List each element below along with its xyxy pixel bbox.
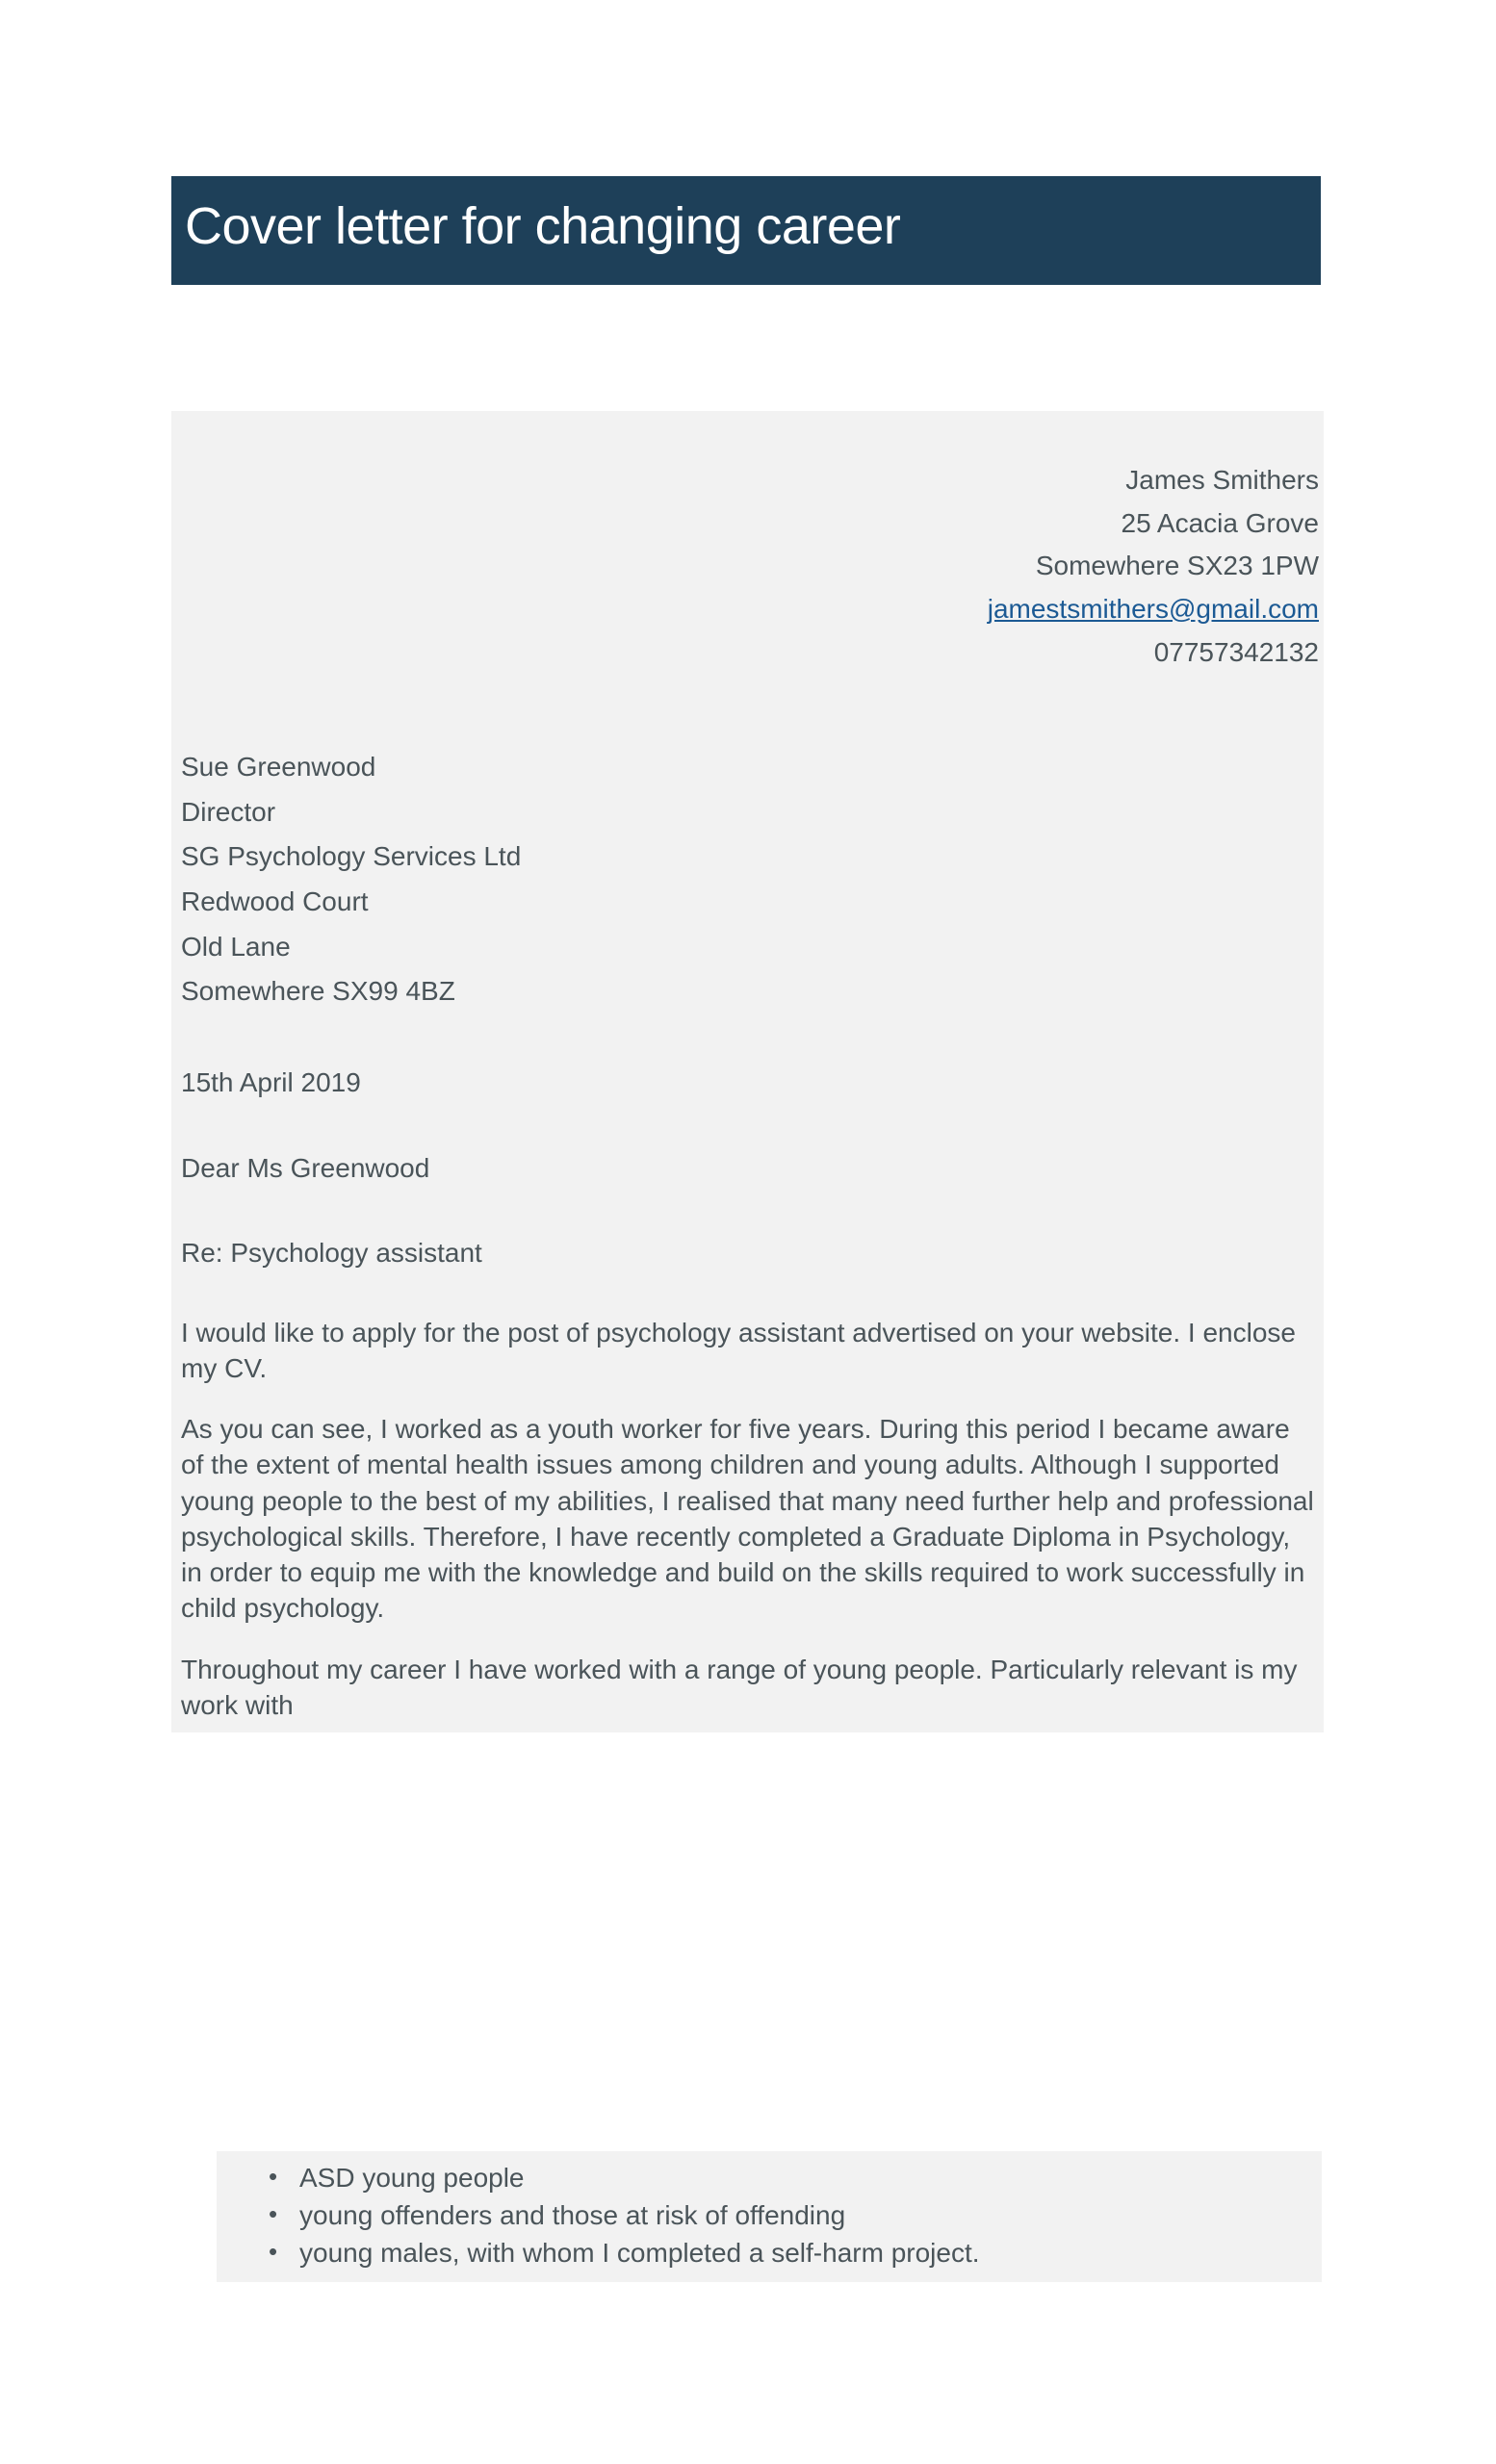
list-item <box>269 2159 1322 2196</box>
recipient-job-title: Director <box>181 796 276 827</box>
bullet-marker-icon: • <box>269 2199 278 2229</box>
list-item-label: ASD young people <box>299 2163 525 2193</box>
body-spacer <box>171 1272 1324 1315</box>
letter-paragraph: Throughout my career I have worked with a range of young people. Particularly relevant is my work with <box>181 1654 1298 1720</box>
letter-paragraph: I would like to apply for the post of psychology assistant advertised on your website. I enclose my CV. <box>181 1317 1296 1383</box>
page-title <box>171 197 1321 256</box>
letter-bullet-panel <box>217 2151 1322 2282</box>
sender-address-block <box>171 411 1324 674</box>
list-item-label: young offenders and those at risk of offending <box>299 2200 846 2231</box>
recipient-address-line-1: Redwood Court <box>181 886 369 916</box>
page-title-line-1: Cover letter for changing <box>185 197 742 255</box>
recipient-name: Sue Greenwood <box>181 752 376 783</box>
bullet-marker-icon: • <box>269 2237 278 2267</box>
letter-salutation: Dear Ms Greenwood <box>181 1152 430 1183</box>
letter-subject-line: Re: Psychology assistant <box>181 1238 482 1269</box>
list-item <box>269 2234 1322 2272</box>
list-item <box>269 2196 1322 2234</box>
letter-date: 15th April 2019 <box>181 1066 361 1097</box>
recipient-city-postcode: Somewhere SX99 4BZ <box>181 976 455 1007</box>
sender-street: 25 Acacia Grove <box>1121 507 1319 538</box>
letter-body-panel <box>171 411 1324 1732</box>
page-title-line-2: career <box>756 197 901 255</box>
letter-bullet-list <box>217 2159 1322 2272</box>
letter-body-paragraphs <box>171 1315 1324 1723</box>
sender-city-postcode: Somewhere SX23 1PW <box>1035 551 1319 581</box>
list-item-label: young males, with whom I completed a self-harm project. <box>299 2238 980 2269</box>
sender-phone: 07757342132 <box>1153 636 1319 667</box>
sender-email-link[interactable]: jamestsmithers@gmail.com <box>987 593 1319 624</box>
letter-paragraph: As you can see, I worked as a youth worker for five years. During this period I became aware of the extent of mental health issues among children and young adults. Although I supported young people to the best of my abilities, I realised that many need further help and professional psychological skills. Therefore, I have recently completed a Graduate Diploma in Psychology, in order to equip me with the knowledge and build on the skills required to work successfully in child psychology. <box>181 1414 1314 1624</box>
recipient-company: SG Psychology Services Ltd <box>181 841 522 872</box>
sender-name: James Smithers <box>1125 465 1319 495</box>
recipient-address-line-2: Old Lane <box>181 931 291 962</box>
recipient-address-block <box>171 674 1324 1014</box>
sender-email-line <box>171 588 1319 631</box>
bullet-marker-icon: • <box>269 2162 278 2191</box>
panel-tail-spacer <box>171 1723 1324 1732</box>
document-header-banner <box>171 176 1321 285</box>
